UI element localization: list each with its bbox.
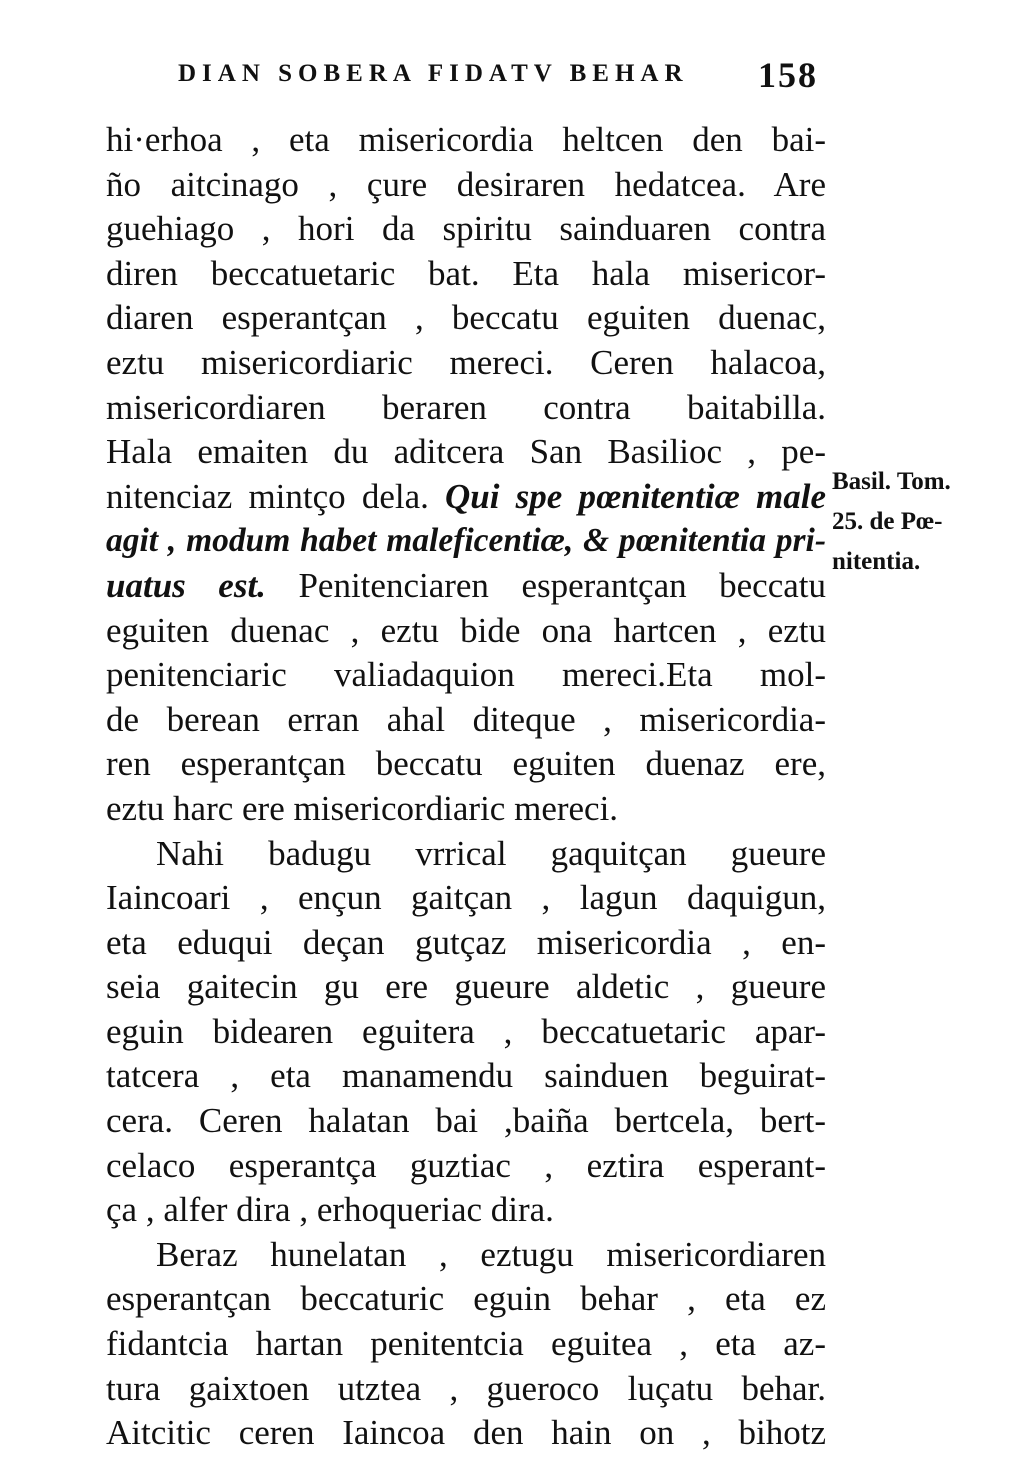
text-line: penitenciaric valiadaquion mereci.Eta mol- [106, 655, 826, 695]
margin-note [832, 462, 997, 582]
text-line: Hala emaiten du aditcera San Basilioc , pe- [106, 432, 826, 472]
text-line: nitenciaz mintço dela. Qui spe pœnitentiæ male [106, 476, 827, 516]
body-text [106, 118, 826, 1456]
text-line: guehiago , hori da spiritu sainduaren contra [106, 209, 826, 249]
text-line: diaren esperantçan , beccatu eguiten duenac, [106, 298, 826, 338]
running-head [178, 52, 818, 98]
text-line: eguin bidearen eguitera , beccatuetaric apar- [106, 1011, 826, 1051]
margin-note-line: nitentia. [832, 548, 921, 575]
margin-note-line: 25. de Pœ- [832, 508, 943, 535]
text-line: ren esperantçan beccatu eguiten duenaz ere, [106, 744, 826, 784]
text-line: Beraz hunelatan , eztugu misericordiaren [156, 1234, 826, 1274]
text-line: ño aitcinago , çure desiraren hedatcea. Are [106, 164, 826, 204]
text-line: celaco esperantça guztiac , eztira esperant- [106, 1145, 826, 1185]
text-line: Iaincoari , ençun gaitçan , lagun daquigun, [106, 878, 826, 918]
text-line: esperantçan beccaturic eguin behar , eta ez [106, 1279, 826, 1319]
text-line: eguiten duenac , eztu bide ona hartcen , eztu [106, 610, 826, 650]
text-line: Nahi badugu vrrical gaquitçan gueure [156, 833, 826, 873]
text-line [106, 519, 826, 564]
latin-quote: agit , modum habet maleficentiæ, & pœnitentia pri- [106, 522, 826, 560]
text-line: ça , alfer dira , erhoqueriac dira. [106, 1190, 554, 1230]
latin-quote: uatus est. [106, 565, 266, 605]
text-line: diren beccatuetaric bat. Eta hala misericor- [106, 253, 826, 293]
text-line: cera. Ceren halatan bai ,baiña bertcela, bert- [106, 1101, 826, 1141]
text-line: tatcera , eta manamendu sainduen beguirat- [106, 1056, 826, 1096]
latin-quote: Qui spe pœnitentiæ male [445, 476, 827, 516]
text-line: hi·erhoa , eta misericordia heltcen den bai- [106, 120, 826, 159]
margin-note-line: Basil. Tom. [832, 468, 951, 495]
text-line: uatus est. Penitenciaren esperantçan beccatu [106, 565, 826, 605]
text-line: eztu misericordiaric mereci. Ceren halacoa, [106, 342, 826, 382]
text-line: eta eduqui deçan gutçaz misericordia , en- [106, 922, 826, 962]
running-title: DIAN SOBERA FIDATV BEHAR [178, 60, 689, 87]
text-line: tura gaixtoen utztea , gueroco luçatu behar. [106, 1368, 826, 1408]
text-line: de berean erran ahal diteque , misericordia- [106, 699, 826, 739]
text-line: fidantcia hartan penitentcia eguitea , eta az- [106, 1324, 826, 1364]
text-line: eztu harc ere misericordiaric mereci. [106, 788, 619, 828]
text-line: seia gaitecin gu ere gueure aldetic , gueure [106, 967, 826, 1007]
text-line: misericordiaren beraren contra baitabilla. [106, 387, 826, 427]
page-number: 158 [758, 55, 818, 95]
text-line: Aitcitic ceren Iaincoa den hain on , bihotz [106, 1413, 826, 1453]
